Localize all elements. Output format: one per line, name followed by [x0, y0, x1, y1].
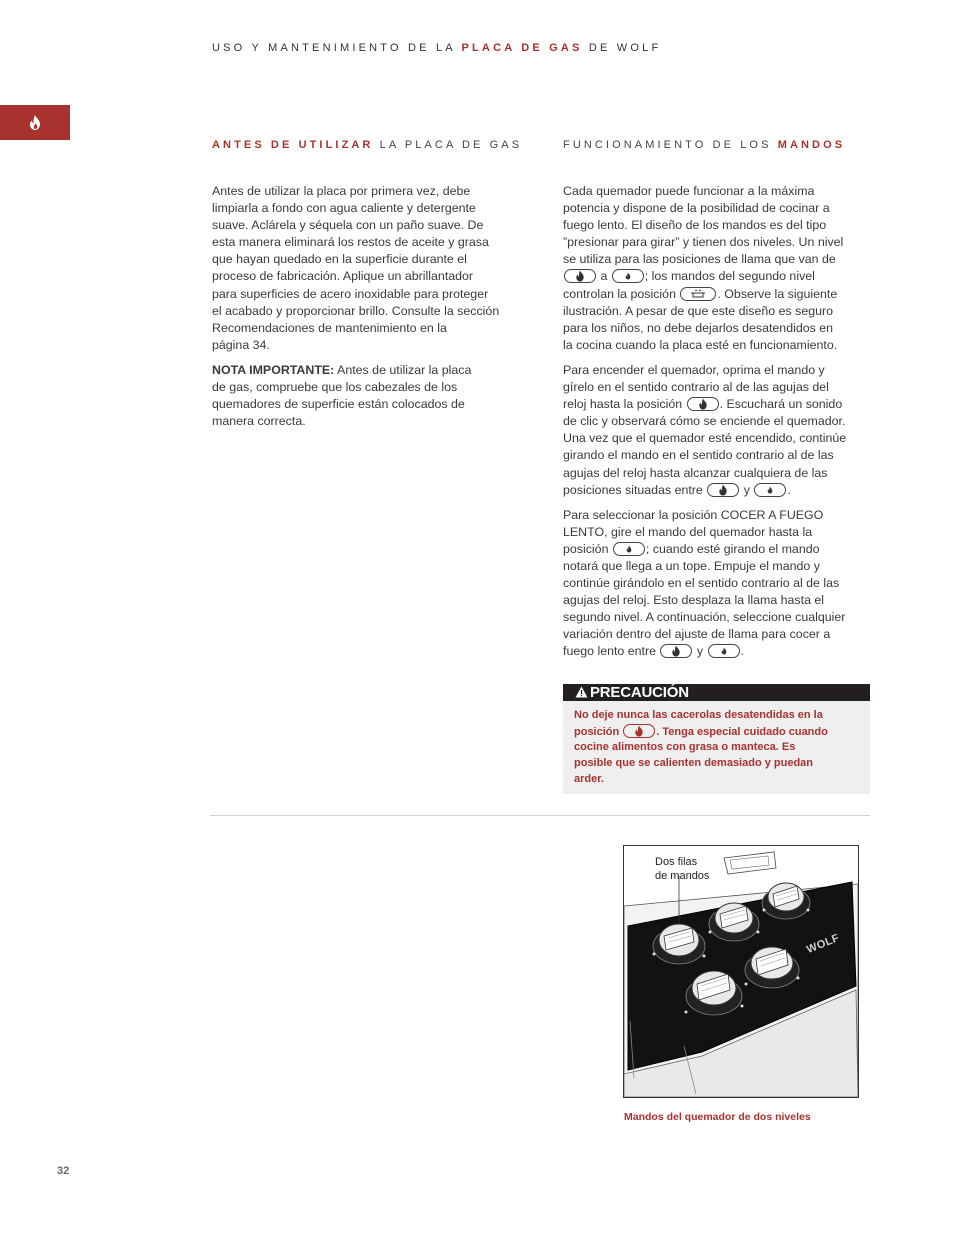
text-line: de mandos: [655, 870, 710, 882]
text-fragment: posición: [574, 725, 623, 738]
text-fragment: reloj hasta la posición: [563, 397, 686, 412]
text-line: Dos filas: [655, 856, 698, 868]
text-line: ilustración. A pesar de que este diseño es seguro: [563, 303, 834, 318]
text-fragment: . Tenga especial cuidado cuando: [656, 725, 828, 738]
important-note: [212, 362, 532, 430]
text-fragment: .: [740, 644, 744, 659]
text-fragment: posición: [563, 541, 612, 556]
figure-caption: Mandos del quemador de dos niveles: [624, 1111, 811, 1123]
text-line: el acabado y proporcionar brillo. Consulte la sección: [212, 303, 500, 318]
text-line: limpiarla a fondo con agua caliente y detergente: [212, 201, 476, 216]
text-line: de gas, compruebe que los cabezales de los: [212, 380, 458, 395]
text-line: Cada quemador puede funcionar a la máxima: [563, 184, 815, 198]
text-line: variación dentro del ajuste de llama para cocer a: [563, 627, 831, 642]
text-fragment: . Escuchará un sonido: [719, 397, 843, 412]
caution-title: PRECAUCIÓN: [590, 684, 689, 701]
cleaning-paragraph: [212, 183, 532, 354]
text-line: cocine alimentos con grasa o manteca. Es: [574, 741, 796, 754]
text-line: segundo nivel. A continuación, seleccione cualquier: [563, 610, 846, 625]
text-line: girando el mando en el sentido contrario al de las: [563, 448, 834, 463]
right-column: [563, 183, 883, 669]
text-line: agujas del reloj. Esto desplaza la llama hasta el: [563, 593, 825, 608]
text-line: Antes de utilizar la placa: [334, 362, 472, 377]
high-flame-icon: [623, 724, 655, 738]
brand-logo: WOLF: [805, 931, 842, 957]
caution-header: [563, 684, 870, 701]
text-line: de clic y observará cómo se enciende el quemador.: [563, 414, 846, 429]
ignite-paragraph: [563, 362, 883, 499]
high-flame-icon: [707, 483, 739, 497]
warning-triangle-icon: [575, 686, 588, 698]
text-line: manera correcta.: [212, 414, 306, 429]
text-fragment: y: [693, 644, 707, 659]
title-rest: FUNCIONAMIENTO DE LOS: [563, 139, 778, 151]
text-line: Para encender el quemador, oprima el mando y: [563, 362, 825, 377]
caution-text: [563, 701, 870, 794]
section-tab: [0, 105, 70, 140]
low-flame-icon: [613, 542, 645, 556]
section-title-knob-operation: [563, 139, 845, 151]
section-title-before-use: [212, 139, 522, 151]
text-fragment: posiciones situadas entre: [563, 482, 707, 497]
high-flame-icon: [660, 644, 692, 658]
knob-intro-paragraph: [563, 183, 883, 354]
text-line: continúe girándolo en el sentido contrario al de las: [563, 576, 840, 591]
text-line: Para seleccionar la posición COCER A FUEGO: [563, 507, 824, 522]
running-header: [212, 42, 661, 54]
low-flame-icon: [708, 644, 740, 658]
text-line: esta manera eliminará los restos de aceite y grasa: [212, 235, 489, 250]
text-line: Antes de utilizar la placa por primera vez, debe: [212, 184, 471, 198]
high-flame-icon: [687, 397, 719, 411]
text-line: notará que llega a un tope. Empuje el mando y: [563, 558, 820, 573]
text-fragment: ; los mandos del segundo nivel: [644, 269, 815, 284]
cooktop-drawing: [624, 846, 858, 1097]
page-number: 32: [57, 1165, 70, 1177]
text-line: potencia y dispone de la posibilidad de cocinar a: [563, 201, 830, 216]
text-line: fuego lento. El diseño de los mandos es del tipo: [563, 218, 827, 233]
title-highlight: ANTES DE UTILIZAR: [212, 139, 374, 151]
title-rest: LA PLACA DE GAS: [373, 139, 523, 151]
text-line: la cocina cuando la placa esté en funcionamiento.: [563, 337, 838, 352]
figure-callout: [655, 855, 709, 883]
text-fragment: controlan la posición: [563, 286, 680, 301]
left-column: [212, 183, 532, 438]
text-fragment: a: [597, 269, 611, 284]
title-highlight: MANDOS: [777, 139, 846, 151]
text-line: suave. Aclárela y séquela con un paño suave. De: [212, 218, 484, 233]
note-label: NOTA IMPORTANTE:: [212, 362, 335, 377]
text-line: Una vez que el quemador esté encendido, continúe: [563, 431, 847, 446]
text-line: que hayan quedado en la superficie durante el: [212, 252, 467, 267]
text-line: No deje nunca las cacerolas desatendidas en la: [574, 709, 823, 721]
caution-box: [563, 684, 870, 794]
text-fragment: fuego lento entre: [563, 644, 660, 659]
simmer-pot-icon: [680, 287, 716, 301]
low-flame-icon: [612, 269, 644, 283]
text-fragment: y: [740, 482, 754, 497]
text-line: Recomendaciones de mantenimiento en la: [212, 320, 447, 335]
section-divider: [210, 815, 870, 816]
text-line: se utiliza para las posiciones de llama que van de: [563, 252, 836, 267]
text-line: proceso de fabricación. Aplique un abrillantador: [212, 269, 474, 284]
text-line: posible que se calienten demasiado y puedan: [574, 757, 814, 770]
high-flame-icon: [564, 269, 596, 283]
text-line: página 34.: [212, 337, 270, 352]
text-line: gírelo en el sentido contrario al de las agujas del: [563, 380, 829, 395]
simmer-paragraph: [563, 507, 883, 661]
flame-icon: [29, 115, 41, 130]
text-line: para superficies de acero inoxidable para proteger: [212, 286, 489, 301]
knob: [762, 883, 810, 919]
text-line: para los niños, no debe dejarlos desatendidos en: [563, 320, 834, 335]
text-line: agujas del reloj hasta alcanzar cualquiera de las: [563, 465, 828, 480]
knob-illustration: [623, 845, 859, 1098]
header-highlight: PLACA DE GAS: [461, 42, 583, 54]
header-suffix: DE WOLF: [582, 42, 662, 54]
text-line: ”presionar para girar” y tienen dos niveles. Un nivel: [563, 235, 844, 250]
low-flame-icon: [754, 483, 786, 497]
text-line: LENTO, gire el mando del quemador hasta la: [563, 524, 813, 539]
text-fragment: .: [787, 482, 791, 497]
text-fragment: ; cuando esté girando el mando: [645, 541, 820, 556]
header-prefix: USO Y MANTENIMIENTO DE LA: [212, 42, 462, 54]
text-line: quemadores de superficie están colocados de: [212, 397, 465, 412]
text-fragment: . Observe la siguiente: [717, 286, 838, 301]
text-line: arder.: [574, 772, 604, 785]
